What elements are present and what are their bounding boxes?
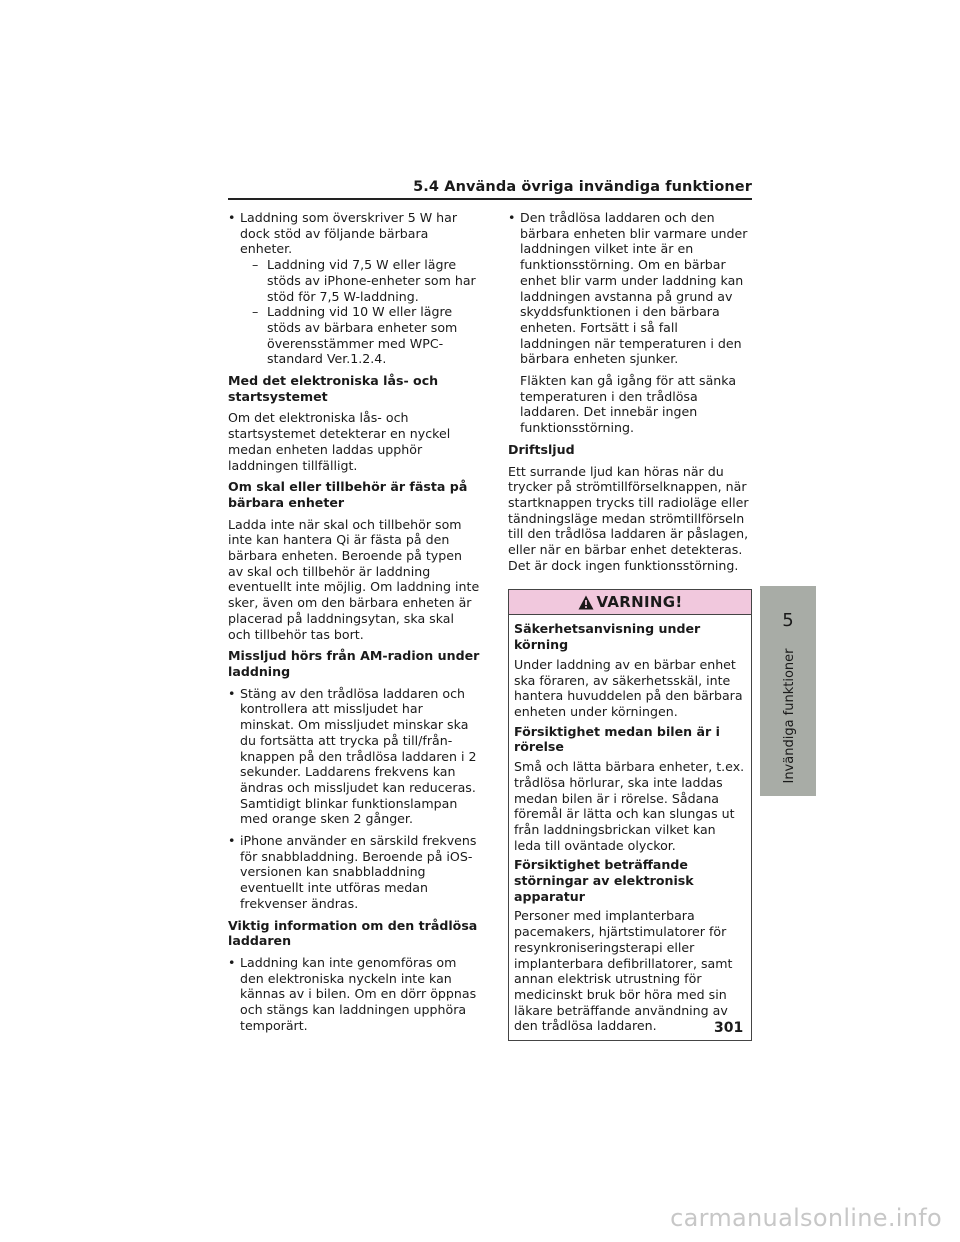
heading-electronic-lock: Med det elektroniska lås- och startsystemet bbox=[228, 373, 439, 404]
bullet-turn-off-charger bbox=[228, 686, 480, 827]
bullet-text: • Den trådlösa laddaren och den bärbara enheten blir varmare under laddningen vilket inte är en funktionsstörning. Om en bärbar enhet blir varm under laddning kan laddningen avstanna på grund av skyddsfunktionen i den bärbara enheten. Fortsätt i så fall laddningen när temperaturen i den bärbara enheten sjunker. bbox=[520, 210, 748, 367]
warning-triangle-icon bbox=[578, 595, 594, 610]
chapter-label: Invändiga funktioner bbox=[782, 648, 797, 784]
warning-heading-moving: Försiktighet medan bilen är i rörelse bbox=[514, 723, 720, 755]
warning-paragraph-moving: Små och lätta bärbara enheter, t.ex. trådlösa hörlurar, ska inte laddas medan bilen är i rörelse. Sådana föremål är lätta och kan slungas ut från laddningsbrickan vilket kan leda till oväntade olyckor. bbox=[514, 759, 745, 853]
heading-important-info: Viktig information om den trådlösa laddaren bbox=[228, 917, 478, 949]
bullet-iphone-frequency bbox=[228, 833, 480, 912]
sub-bullet-10w: – Laddning vid 10 W eller lägre stöds av bärbara enheter som överensstämmer med WPC-standard Ver.1.2.4. bbox=[240, 304, 480, 367]
warning-title: VARNING! bbox=[596, 592, 683, 611]
paragraph-operating-sound: Ett surrande ljud kan höras när du trycker på strömtillförselknappen, när startknappen trycks till radioläge eller tändningsläge medan strömtillförseln till den trådlösa laddaren är påslagen, eller när en bärbar enhet detekteras. Det är dock ingen funktionsstörning. bbox=[508, 463, 749, 573]
chapter-side-tab bbox=[760, 586, 816, 796]
bullet-text: • iPhone använder en särskild frekvens för snabbladdning. Beroende på iOS-versionen kan snabbladdning eventuellt inte utföras medan frekvenser ändras. bbox=[240, 833, 477, 911]
paragraph-fan: Fläkten kan gå igång för att sänka temperaturen i den trådlösa laddaren. Det innebär ingen funktionsstörning. bbox=[520, 373, 737, 436]
bullet-warm-charger bbox=[508, 210, 752, 367]
warning-header bbox=[509, 590, 751, 615]
warning-heading-interference: Försiktighet beträffande störningar av elektronisk apparatur bbox=[514, 857, 694, 904]
bullet-text: • Laddning kan inte genomföras om den elektroniska nyckeln inte kan kännas av i bilen. Om en dörr öppnas och stängs kan laddningen upphöra temporärt. bbox=[240, 954, 477, 1033]
header-divider bbox=[228, 198, 752, 200]
warning-heading-driving: Säkerhetsanvisning under körning bbox=[514, 621, 701, 653]
left-column bbox=[228, 210, 480, 1039]
warning-paragraph-driving: Under laddning av en bärbar enhet ska föraren, av säkerhetsskäl, inte hantera huvuddelen på den bärbara enheten under körningen. bbox=[514, 656, 743, 719]
heading-cases-accessories: Om skal eller tillbehör är fästa på bärbara enheter bbox=[228, 479, 468, 510]
page-number: 301 bbox=[714, 1020, 744, 1036]
watermark: carmanualsonline.info bbox=[670, 1204, 942, 1232]
bullet-key-detection bbox=[228, 955, 480, 1034]
section-header-title: 5.4 Använda övriga invändiga funktioner bbox=[413, 179, 752, 195]
sub-bullet-7-5w: – Laddning vid 7,5 W eller lägre stöds av iPhone-enheter som har stöd för 7,5 W-laddning. bbox=[240, 257, 480, 304]
paragraph-cases-accessories: Ladda inte när skal och tillbehör som inte kan hantera Qi är fästa på den bärbara enheten. Beroende på typen av skal och tillbehör är laddning eventuellt inte möjlig. Om laddning inte sker, även om den bärbara enheten är placerad på laddningsytan, ska skal och tillbehör tas bort. bbox=[228, 516, 480, 642]
paragraph-electronic-lock: Om det elektroniska lås- och startsystemet detekterar en nyckel medan enheten laddas upphör laddningen tillfälligt. bbox=[228, 410, 451, 473]
right-column bbox=[508, 210, 752, 1041]
bullet-text: • Laddning som överskriver 5 W har dock stöd av följande bärbara enheter. bbox=[240, 210, 458, 257]
warning-paragraph-interference: Personer med implanterbara pacemakers, hjärtstimulatorer för resynkroniseringsterapi eller implanterbara defibrillatorer, samt annan elektrisk utrustning för medicinskt bruk bör höra med sin läkare beträffande användning av den trådlösa laddaren. bbox=[514, 908, 733, 1034]
warning-box bbox=[508, 589, 752, 1041]
warning-body bbox=[509, 615, 751, 1034]
bullet-charging-over-5w bbox=[228, 210, 480, 367]
heading-am-radio-noise: Missljud hörs från AM-radion under laddning bbox=[228, 648, 480, 679]
chapter-number: 5 bbox=[782, 610, 794, 631]
heading-operating-sound: Driftsljud bbox=[508, 441, 575, 457]
bullet-text: • Stäng av den trådlösa laddaren och kontrollera att missljudet har minskat. Om missljudet minskar ska du fortsätta att trycka på till/från-knappen på den trådlösa laddaren i 2 sekunder. Laddarens frekvens kan ändras och missljudet kan reduceras. Samtidigt blinkar funktionslampan med orange sken 2 gånger. bbox=[240, 685, 477, 827]
